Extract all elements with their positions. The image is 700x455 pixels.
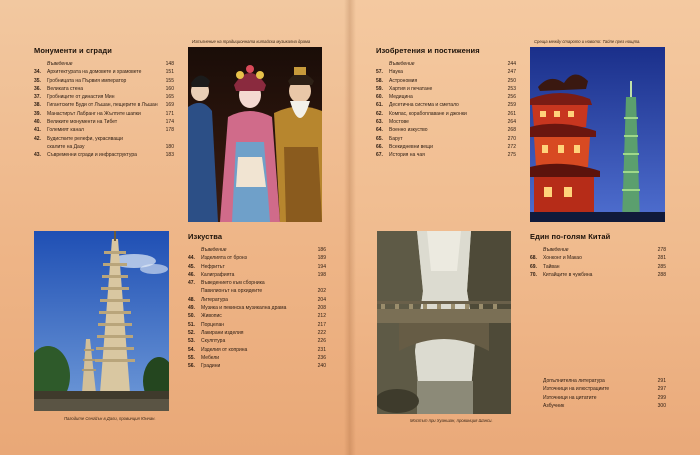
toc-chapter-number <box>34 60 47 68</box>
toc-row <box>34 110 174 118</box>
toc-row <box>34 143 174 151</box>
toc-chapter-number: 53. <box>188 338 195 345</box>
toc-row <box>530 377 666 385</box>
toc-chapter-title: Гробниците от династия Мин <box>47 94 115 101</box>
toc-page-number: 278 <box>657 247 666 253</box>
toc-chapter-number: 64. <box>376 127 383 134</box>
toc-chapter-title: Калиграфията <box>201 271 235 278</box>
toc-page-number: 155 <box>165 77 174 84</box>
toc-page-number: 247 <box>507 69 516 76</box>
bridge-photo <box>377 231 511 414</box>
toc-chapter-number: 56. <box>188 363 195 370</box>
toc-rows <box>530 246 666 279</box>
toc-row <box>188 312 326 320</box>
toc-page-number: 151 <box>165 69 174 76</box>
toc-row <box>530 385 666 393</box>
toc-chapter-title: Наука <box>389 69 403 76</box>
toc-page-number: 194 <box>317 263 326 270</box>
toc-row <box>376 118 516 126</box>
bridge-caption: Мостът при Хуаншан, провинция Шанси. <box>410 418 493 423</box>
opera-photo <box>188 47 322 222</box>
toc-chapter-number: 50. <box>188 313 195 320</box>
toc-page-number: 299 <box>657 394 666 401</box>
toc-page-number: 259 <box>507 102 516 109</box>
toc-page-number: 256 <box>507 94 516 101</box>
toc-chapter-title: Гигантските Буди от Лъшан, пещерите в Лъшан <box>47 102 158 109</box>
toc-chapter-title: Будистките релефи, украсяващи <box>47 135 123 142</box>
toc-row <box>376 93 516 101</box>
toc-row <box>376 77 516 85</box>
toc-chapter-number: 62. <box>376 110 383 117</box>
toc-chapter-title: Нефритът <box>201 263 225 270</box>
toc-page-number: 250 <box>507 77 516 84</box>
toc-row <box>34 126 174 134</box>
toc-inventions <box>376 46 516 160</box>
toc-page-number: 160 <box>165 85 174 92</box>
toc-row <box>376 60 516 68</box>
toc-page-number: 297 <box>657 386 666 393</box>
toc-page-number: 178 <box>165 127 174 134</box>
toc-page-number: 240 <box>317 363 326 370</box>
toc-chapter-number: 42. <box>34 135 41 142</box>
toc-chapter-title: Градини <box>201 363 221 370</box>
toc-chapter-title: Великата стена <box>47 85 84 92</box>
toc-chapter-title: Десетична система и сметало <box>389 102 459 109</box>
toc-rows <box>530 377 666 410</box>
toc-row <box>376 143 516 151</box>
toc-page-number: 198 <box>317 271 326 278</box>
toc-chapter-number: 35. <box>34 77 41 84</box>
toc-appendix <box>530 377 666 410</box>
toc-chapter-number: 46. <box>188 271 195 278</box>
toc-page-number: 226 <box>317 338 326 345</box>
toc-chapter-title: Живопис <box>201 313 222 320</box>
toc-page-number: 300 <box>657 402 666 409</box>
toc-rows <box>188 246 326 370</box>
section-title: Изкуства <box>188 232 223 241</box>
toc-row <box>188 362 326 370</box>
toc-chapter-number: 57. <box>376 69 383 76</box>
toc-chapter-title: Мостове <box>389 119 409 126</box>
toc-page-number: 186 <box>317 247 326 253</box>
toc-page-number: 171 <box>165 110 174 117</box>
toc-page-number: 169 <box>165 102 174 109</box>
toc-row <box>376 126 516 134</box>
toc-chapter-title: Допълнителна литература <box>543 378 605 384</box>
toc-row <box>376 151 516 159</box>
toc-chapter-title: Гробницата на Първия император <box>47 77 127 84</box>
toc-chapter-number: 65. <box>376 135 383 142</box>
toc-chapter-number: 41. <box>34 127 41 134</box>
toc-chapter-number: 61. <box>376 102 383 109</box>
toc-page-number: 281 <box>657 255 666 262</box>
toc-page-number: 183 <box>165 152 174 159</box>
toc-page-number: 236 <box>317 354 326 361</box>
toc-row <box>530 254 666 262</box>
toc-row <box>376 85 516 93</box>
toc-chapter-number: 34. <box>34 69 41 76</box>
toc-chapter-number: 66. <box>376 143 383 150</box>
toc-chapter-title: Барут <box>389 135 403 142</box>
toc-row <box>530 394 666 402</box>
toc-chapter-title: Хонконг и Макао <box>543 255 582 262</box>
toc-chapter-number: 70. <box>530 271 537 278</box>
toc-row <box>34 68 174 76</box>
toc-chapter-title: Съвременни сгради и инфраструктура <box>47 152 137 159</box>
toc-chapter-title: Въведение <box>389 61 415 67</box>
section-title: Изобретения и постижения <box>376 46 480 55</box>
toc-page-number: 285 <box>657 263 666 270</box>
toc-chapter-title: Азбучник <box>543 402 565 409</box>
toc-chapter-title: Порцелан <box>201 321 225 328</box>
toc-page-number: 261 <box>507 110 516 117</box>
toc-row <box>188 287 326 295</box>
toc-row <box>188 271 326 279</box>
toc-chapter-title: скалите на Дазу <box>47 143 85 150</box>
toc-page-number: 244 <box>507 61 516 67</box>
toc-chapter-title: Източници на илюстрациите <box>543 386 610 393</box>
toc-page-number: 231 <box>317 346 326 353</box>
toc-row <box>34 101 174 109</box>
toc-chapter-title: Скулптура <box>201 338 226 345</box>
toc-chapter-number: 44. <box>188 255 195 262</box>
toc-row <box>34 85 174 93</box>
toc-chapter-title: Компас, корабоплаване и джонки <box>389 110 467 117</box>
toc-row <box>188 354 326 362</box>
toc-chapter-title: Въведение <box>47 61 73 67</box>
toc-page-number: 264 <box>507 119 516 126</box>
toc-row <box>188 263 326 271</box>
toc-chapter-title: Тайван <box>543 263 560 270</box>
toc-rows <box>34 60 174 160</box>
toc-chapter-title: Манастирът Лабранг на Жълтите шапки <box>47 110 141 117</box>
toc-chapter-title: Лакирани изделия <box>201 329 244 336</box>
toc-chapter-number: 40. <box>34 119 41 126</box>
section-title: Един по-голям Китай <box>530 232 611 241</box>
toc-row <box>34 93 174 101</box>
toc-chapter-title: Въведението към сборника <box>201 280 265 287</box>
toc-chapter-number: 51. <box>188 321 195 328</box>
toc-chapter-title: Мебели <box>201 354 220 361</box>
toc-chapter-title: История на чая <box>389 152 425 159</box>
toc-chapter-number: 45. <box>188 263 195 270</box>
toc-row <box>188 279 326 287</box>
toc-chapter-number: 48. <box>188 296 195 303</box>
toc-chapter-title: Великите монументи на Тибет <box>47 119 118 126</box>
toc-chapter-title: Въведение <box>201 247 227 253</box>
toc-chapter-title: Източници на цитатите <box>543 394 597 401</box>
taipei-caption: Среща между старото и новото: Тайпе през нощта. <box>534 39 641 44</box>
toc-page-number: 275 <box>507 152 516 159</box>
toc-page-number: 148 <box>165 61 174 67</box>
toc-page-number <box>158 135 174 143</box>
toc-chapter-title: Музика и пекинска музикална драма <box>201 305 287 312</box>
toc-page-number: 208 <box>317 305 326 312</box>
taipei-photo <box>530 47 665 222</box>
toc-monuments <box>34 46 174 160</box>
toc-greater-china <box>530 232 666 279</box>
toc-row <box>34 118 174 126</box>
book-gutter <box>344 0 356 455</box>
toc-chapter-number <box>530 377 543 385</box>
toc-row <box>188 246 326 254</box>
section-title: Монументи и сгради <box>34 46 112 55</box>
toc-page-number: 272 <box>507 143 516 150</box>
toc-row <box>34 77 174 85</box>
toc-chapter-number: 52. <box>188 329 195 336</box>
toc-chapter-title: Хартия и печатане <box>389 85 433 92</box>
toc-chapter-title: Военно изкуство <box>389 127 428 134</box>
toc-page-number: 222 <box>317 329 326 336</box>
toc-row <box>376 101 516 109</box>
toc-row <box>188 321 326 329</box>
toc-row <box>530 271 666 279</box>
toc-page-number: 174 <box>165 119 174 126</box>
toc-page-number: 180 <box>165 143 174 150</box>
toc-row <box>376 110 516 118</box>
toc-chapter-number: 39. <box>34 110 41 117</box>
toc-chapter-number: 54. <box>188 346 195 353</box>
toc-chapter-title: Павилионът на орхидеите <box>201 288 263 295</box>
toc-page-number: 189 <box>317 255 326 262</box>
toc-chapter-number: 38. <box>34 102 41 109</box>
toc-chapter-title: Изделията от бронз <box>201 255 247 262</box>
toc-chapter-title: Медицина <box>389 94 413 101</box>
toc-chapter-number: 68. <box>530 255 537 262</box>
toc-chapter-number: 59. <box>376 85 383 92</box>
toc-chapter-title: Изделия от коприна <box>201 346 248 353</box>
toc-chapter-number: 69. <box>530 263 537 270</box>
toc-chapter-number: 47. <box>188 280 195 287</box>
toc-row <box>188 329 326 337</box>
toc-chapter-number: 43. <box>34 152 41 159</box>
toc-page-number: 212 <box>317 313 326 320</box>
toc-chapter-number: 63. <box>376 119 383 126</box>
toc-chapter-title: Всекидневни вещи <box>389 143 433 150</box>
toc-chapter-number <box>530 385 543 393</box>
toc-row <box>188 304 326 312</box>
toc-chapter-number <box>530 394 543 402</box>
toc-page-number: 291 <box>657 378 666 384</box>
toc-page-number: 268 <box>507 127 516 134</box>
toc-chapter-number: 36. <box>34 85 41 92</box>
toc-row <box>34 60 174 68</box>
toc-row <box>188 254 326 262</box>
toc-row <box>530 263 666 271</box>
toc-chapter-number <box>530 246 543 254</box>
toc-chapter-number: 60. <box>376 94 383 101</box>
toc-page-number: 270 <box>507 135 516 142</box>
toc-row <box>188 337 326 345</box>
toc-row <box>376 135 516 143</box>
toc-chapter-title: Астрономия <box>389 77 418 84</box>
toc-chapter-title: Архитектурата на домовете и храмовете <box>47 69 142 76</box>
toc-page-number: 253 <box>507 85 516 92</box>
toc-chapter-title: Китайците в чужбина <box>543 271 593 278</box>
toc-page-number: 165 <box>165 94 174 101</box>
toc-chapter-number <box>188 246 201 254</box>
toc-chapter-title: Въведение <box>543 247 569 253</box>
toc-row <box>530 402 666 410</box>
toc-rows <box>376 60 516 160</box>
toc-page-number: 204 <box>317 296 326 303</box>
toc-chapter-number <box>530 402 543 410</box>
toc-chapter-number: 37. <box>34 94 41 101</box>
toc-chapter-number: 55. <box>188 354 195 361</box>
toc-row <box>188 296 326 304</box>
toc-row <box>530 246 666 254</box>
toc-page-number: 288 <box>657 271 666 278</box>
toc-row <box>376 68 516 76</box>
toc-arts <box>188 232 326 370</box>
toc-row <box>34 135 174 143</box>
toc-chapter-number <box>376 60 389 68</box>
pagoda-photo <box>34 231 169 411</box>
pagoda-caption: Пагодите Сенгйън в Дали, провинция Юннан. <box>64 416 156 421</box>
toc-chapter-number: 67. <box>376 152 383 159</box>
toc-page-number <box>310 279 326 287</box>
toc-page-number: 217 <box>317 321 326 328</box>
toc-row <box>188 346 326 354</box>
toc-chapter-title: Литература <box>201 296 228 303</box>
toc-chapter-number: 58. <box>376 77 383 84</box>
toc-chapter-number: 49. <box>188 305 195 312</box>
toc-chapter-title: Големият канал <box>47 127 84 134</box>
toc-page-number: 202 <box>317 288 326 295</box>
opera-caption: Изпълнение на традиционната китайска музикална драма <box>192 39 311 44</box>
toc-row <box>34 151 174 159</box>
